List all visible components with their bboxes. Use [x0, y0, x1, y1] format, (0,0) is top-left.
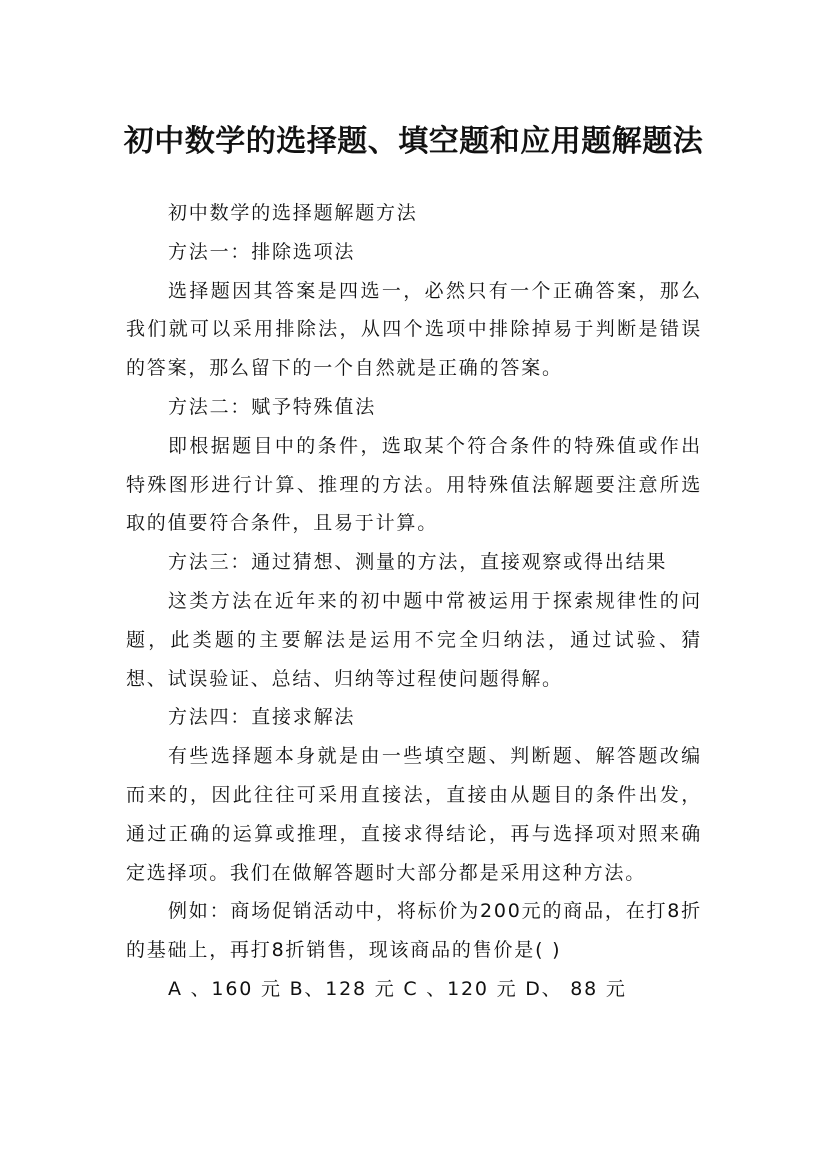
- paragraph: 选择题因其答案是四选一，必然只有一个正确答案，那么我们就可以采用排除法，从四个选项中排除掉易于判断是错误的答案，那么留下的一个自然就是正确的答案。: [126, 279, 702, 380]
- document-body: [126, 194, 702, 1009]
- method-heading: 方法四：直接求解法: [168, 706, 356, 729]
- section-heading: 初中数学的选择题解题方法: [168, 202, 418, 224]
- method-heading: 方法三：通过猜想、测量的方法，直接观察或得出结果: [168, 551, 668, 574]
- answer-options: A 、160 元 B、128 元 C 、120 元 D、 88 元: [168, 977, 627, 1000]
- paragraph: 这类方法在近年来的初中题中常被运用于探索规律性的问题，此类题的主要解法是运用不完全归纳法，通过试验、猜想、试误验证、总结、归纳等过程使问题得解。: [126, 589, 702, 690]
- method-heading: 方法二：赋予特殊值法: [168, 395, 377, 418]
- document-title: 初中数学的选择题、填空题和应用题解题法: [123, 124, 704, 160]
- paragraph: 有些选择题本身就是由一些填空题、判断题、解答题改编而来的，因此往往可采用直接法，直接由从题目的条件出发，通过正确的运算或推理，直接求得结论，再与选择项对照来确定选择项。我们在做解答题时大部分都是采用这种方法。: [126, 745, 702, 884]
- method-heading: 方法一：排除选项法: [168, 240, 356, 263]
- paragraph: 即根据题目中的条件，选取某个符合条件的特殊值或作出特殊图形进行计算、推理的方法。用特殊值法解题要注意所选取的值要符合条件，且易于计算。: [126, 434, 702, 535]
- example-question: 例如：商场促销活动中，将标价为200元的商品，在打8折的基础上，再打8折销售，现该商品的售价是( ): [126, 900, 702, 962]
